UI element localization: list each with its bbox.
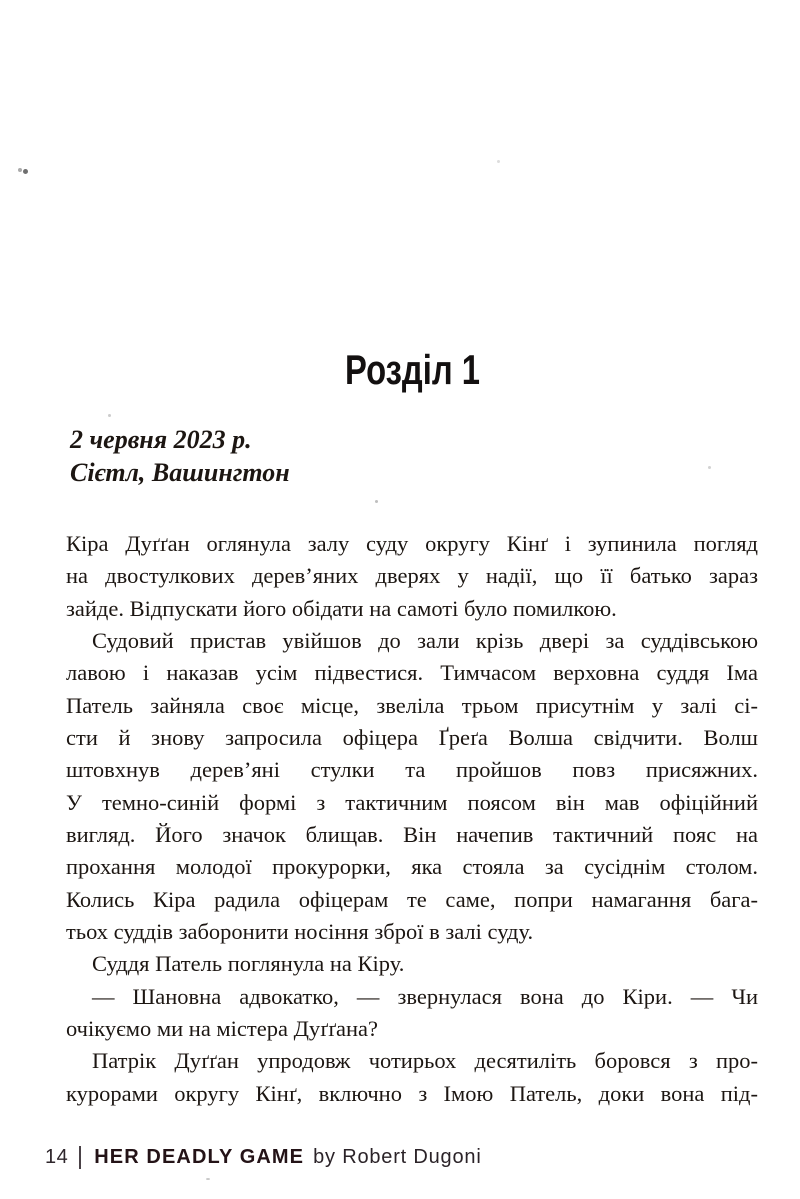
- scan-speck: [497, 160, 500, 163]
- body-line: Судовий пристав увійшов до зали крізь двері за суддівською: [92, 627, 758, 653]
- body-line: на двостулкових дерев’яних дверях у надії, що її батько зараз: [66, 563, 758, 589]
- scan-speck: [375, 500, 378, 503]
- page-number: 14: [45, 1146, 69, 1168]
- body-line: Патель зайняла своє місце, звеліла трьом присутнім у залі сі-: [66, 692, 758, 718]
- footer-byline: by Robert Dugoni: [313, 1146, 482, 1168]
- chapter-title: Розділ 1: [344, 346, 480, 393]
- body-line: тьох суддів заборонити носіння зброї в залі суду.: [66, 918, 534, 944]
- dateline-location: Сієтл, Вашингтон: [70, 457, 290, 487]
- footer-book-title: HER DEADLY GAME: [94, 1146, 305, 1168]
- body-line: У темно-синій формі з тактичним поясом він мав офіційний: [66, 789, 758, 815]
- body-line: вигляд. Його значок блищав. Він начепив тактичний пояс на: [66, 821, 758, 847]
- body-line: Суддя Патель поглянула на Кіру.: [92, 951, 405, 977]
- scan-speck: [708, 466, 711, 469]
- scan-speck: [206, 1178, 210, 1180]
- body-line: Колись Кіра радила офіцерам те саме, попри намагання бага-: [66, 886, 758, 912]
- body-line: сти й знову запросила офіцера Ґреґа Волша свідчити. Волш: [66, 724, 758, 750]
- body-line: Патрік Дуґґан упродовж чотирьох десятиліть боровся з про-: [92, 1048, 758, 1074]
- body-line: штовхнув дерев’яні стулки та пройшов повз присяжних.: [66, 757, 758, 783]
- body-line: лавою і наказав усім підвестися. Тимчасом верховна суддя Іма: [66, 660, 758, 686]
- scan-speck: [18, 168, 22, 172]
- footer-divider: [79, 1146, 81, 1169]
- dateline: [70, 424, 290, 489]
- scan-speck: [108, 414, 111, 417]
- body-line: — Шановна адвокатко, — звернулася вона до Кіри. — Чи: [92, 983, 758, 1009]
- body-line: очікуємо ми на містера Дуґґана?: [66, 1015, 378, 1041]
- page-footer: [45, 1146, 482, 1169]
- body-line: курорами округу Кінґ, включно з Імою Патель, доки вона під-: [66, 1080, 758, 1106]
- scan-speck: [23, 169, 28, 174]
- body-line: Кіра Дуґґан оглянула залу суду округу Кінґ і зупинила погляд: [66, 531, 758, 556]
- body-text: [66, 528, 758, 1110]
- body-line: прохання молодої прокурорки, яка стояла за сусіднім столом.: [66, 854, 758, 880]
- body-line: зайде. Відпускати його обідати на самоті було помилкою.: [66, 595, 617, 621]
- dateline-date: 2 червня 2023 р.: [70, 425, 252, 454]
- chapter-heading: [66, 346, 758, 393]
